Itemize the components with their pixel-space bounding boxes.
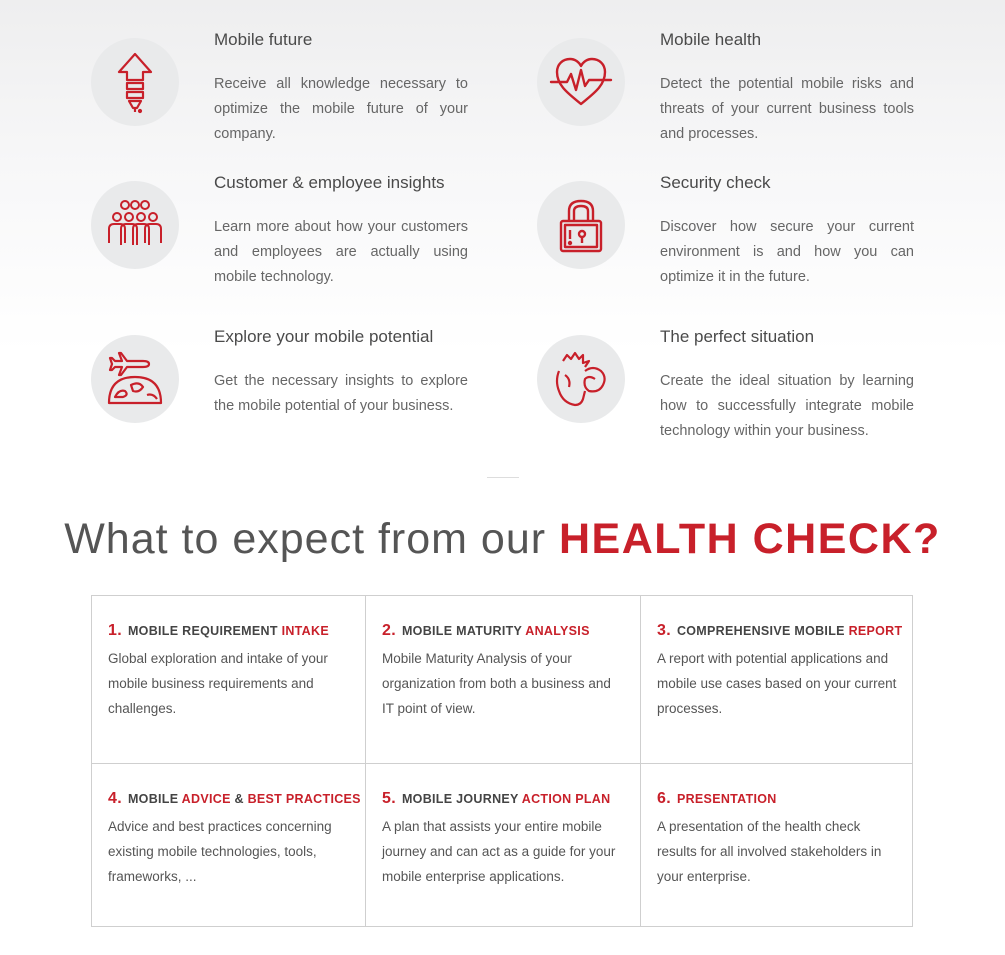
- people-group-icon: [91, 181, 179, 269]
- step-title-highlight: INTAKE: [281, 624, 329, 638]
- feature-mobile-potential: [91, 329, 471, 459]
- feature-text: Detect the potential mobile risks and threats of your current business tools and processes.: [660, 76, 914, 142]
- feature-title: The perfect situation: [660, 327, 815, 346]
- step-number: 3.: [657, 622, 671, 639]
- feature-text: Discover how secure your current environment is and how you can optimize it in the future.: [660, 219, 914, 285]
- feature-mobile-future: [91, 32, 471, 162]
- step-title-highlight: ACTION PLAN: [521, 792, 611, 806]
- step-heading: [657, 622, 903, 640]
- step-card-2: [366, 596, 640, 763]
- step-title: COMPREHENSIVE MOBILE: [676, 624, 849, 638]
- feature-text: Receive all knowledge necessary to optimize the mobile future of your company.: [214, 76, 468, 142]
- feature-text: Create the ideal situation by learning how to successfully integrate mobile technology within your business.: [660, 373, 914, 439]
- feature-text: Learn more about how your customers and employees are actually using mobile technology.: [214, 219, 468, 285]
- step-title: MOBILE MATURITY: [401, 624, 526, 638]
- idea-head-icon: [537, 335, 625, 423]
- step-number: 5.: [382, 790, 396, 807]
- padlock-icon: [537, 181, 625, 269]
- step-title: MOBILE REQUIREMENT: [127, 624, 282, 638]
- feature-title: Security check: [660, 173, 771, 192]
- step-card-6: [641, 764, 913, 926]
- feature-customer-insights: [91, 175, 471, 305]
- step-heading: [108, 622, 349, 640]
- feature-text: Get the necessary insights to explore the mobile potential of your business.: [214, 373, 468, 414]
- step-title-highlight: REPORT: [848, 624, 903, 638]
- step-heading: [382, 622, 624, 640]
- headline-prefix: What to expect from our: [64, 515, 559, 563]
- step-title-highlight: ADVICE: [181, 792, 231, 806]
- step-number: 6.: [657, 790, 671, 807]
- step-card-1: [92, 596, 365, 763]
- section-divider: [487, 477, 519, 478]
- step-number: 1.: [108, 622, 122, 639]
- step-card-4: [92, 764, 365, 926]
- headline-accent: HEALTH CHECK?: [559, 515, 941, 563]
- heartbeat-icon: [537, 38, 625, 126]
- step-description: A report with potential applications and mobile use cases based on your current processes.: [657, 651, 897, 716]
- step-description: Advice and best practices concerning existing mobile technologies, tools, frameworks, ...: [108, 819, 332, 884]
- feature-security-check: [537, 175, 917, 305]
- step-title: MOBILE: [127, 792, 182, 806]
- feature-title: Mobile future: [214, 30, 313, 49]
- growth-arrow-icon: [91, 38, 179, 126]
- step-number: 2.: [382, 622, 396, 639]
- step-card-3: [641, 596, 913, 763]
- feature-title: Customer & employee insights: [214, 173, 445, 192]
- step-number: 4.: [108, 790, 122, 807]
- step-title-highlight: PRESENTATION: [676, 792, 777, 806]
- feature-title: Explore your mobile potential: [214, 327, 434, 346]
- plane-globe-icon: [91, 335, 179, 423]
- step-description: A presentation of the health check results for all involved stakeholders in your enterprise.: [657, 819, 882, 884]
- step-description: Global exploration and intake of your mobile business requirements and challenges.: [108, 651, 328, 716]
- page-headline: [0, 515, 1005, 564]
- step-heading: [108, 790, 361, 808]
- health-check-steps-grid: [91, 595, 913, 927]
- step-title: MOBILE JOURNEY: [401, 792, 522, 806]
- step-description: Mobile Maturity Analysis of your organization from both a business and IT point of view.: [382, 651, 611, 716]
- step-description: A plan that assists your entire mobile journey and can act as a guide for your mobile enterprise applications.: [382, 819, 616, 884]
- step-heading: [382, 790, 624, 808]
- step-title-highlight: BEST PRACTICES: [247, 792, 361, 806]
- step-title-highlight: ANALYSIS: [525, 624, 590, 638]
- step-title-joiner: &: [230, 792, 248, 806]
- feature-perfect-situation: [537, 329, 917, 459]
- step-heading: [657, 790, 897, 808]
- feature-title: Mobile health: [660, 30, 762, 49]
- feature-mobile-health: [537, 32, 917, 162]
- step-card-5: [366, 764, 640, 926]
